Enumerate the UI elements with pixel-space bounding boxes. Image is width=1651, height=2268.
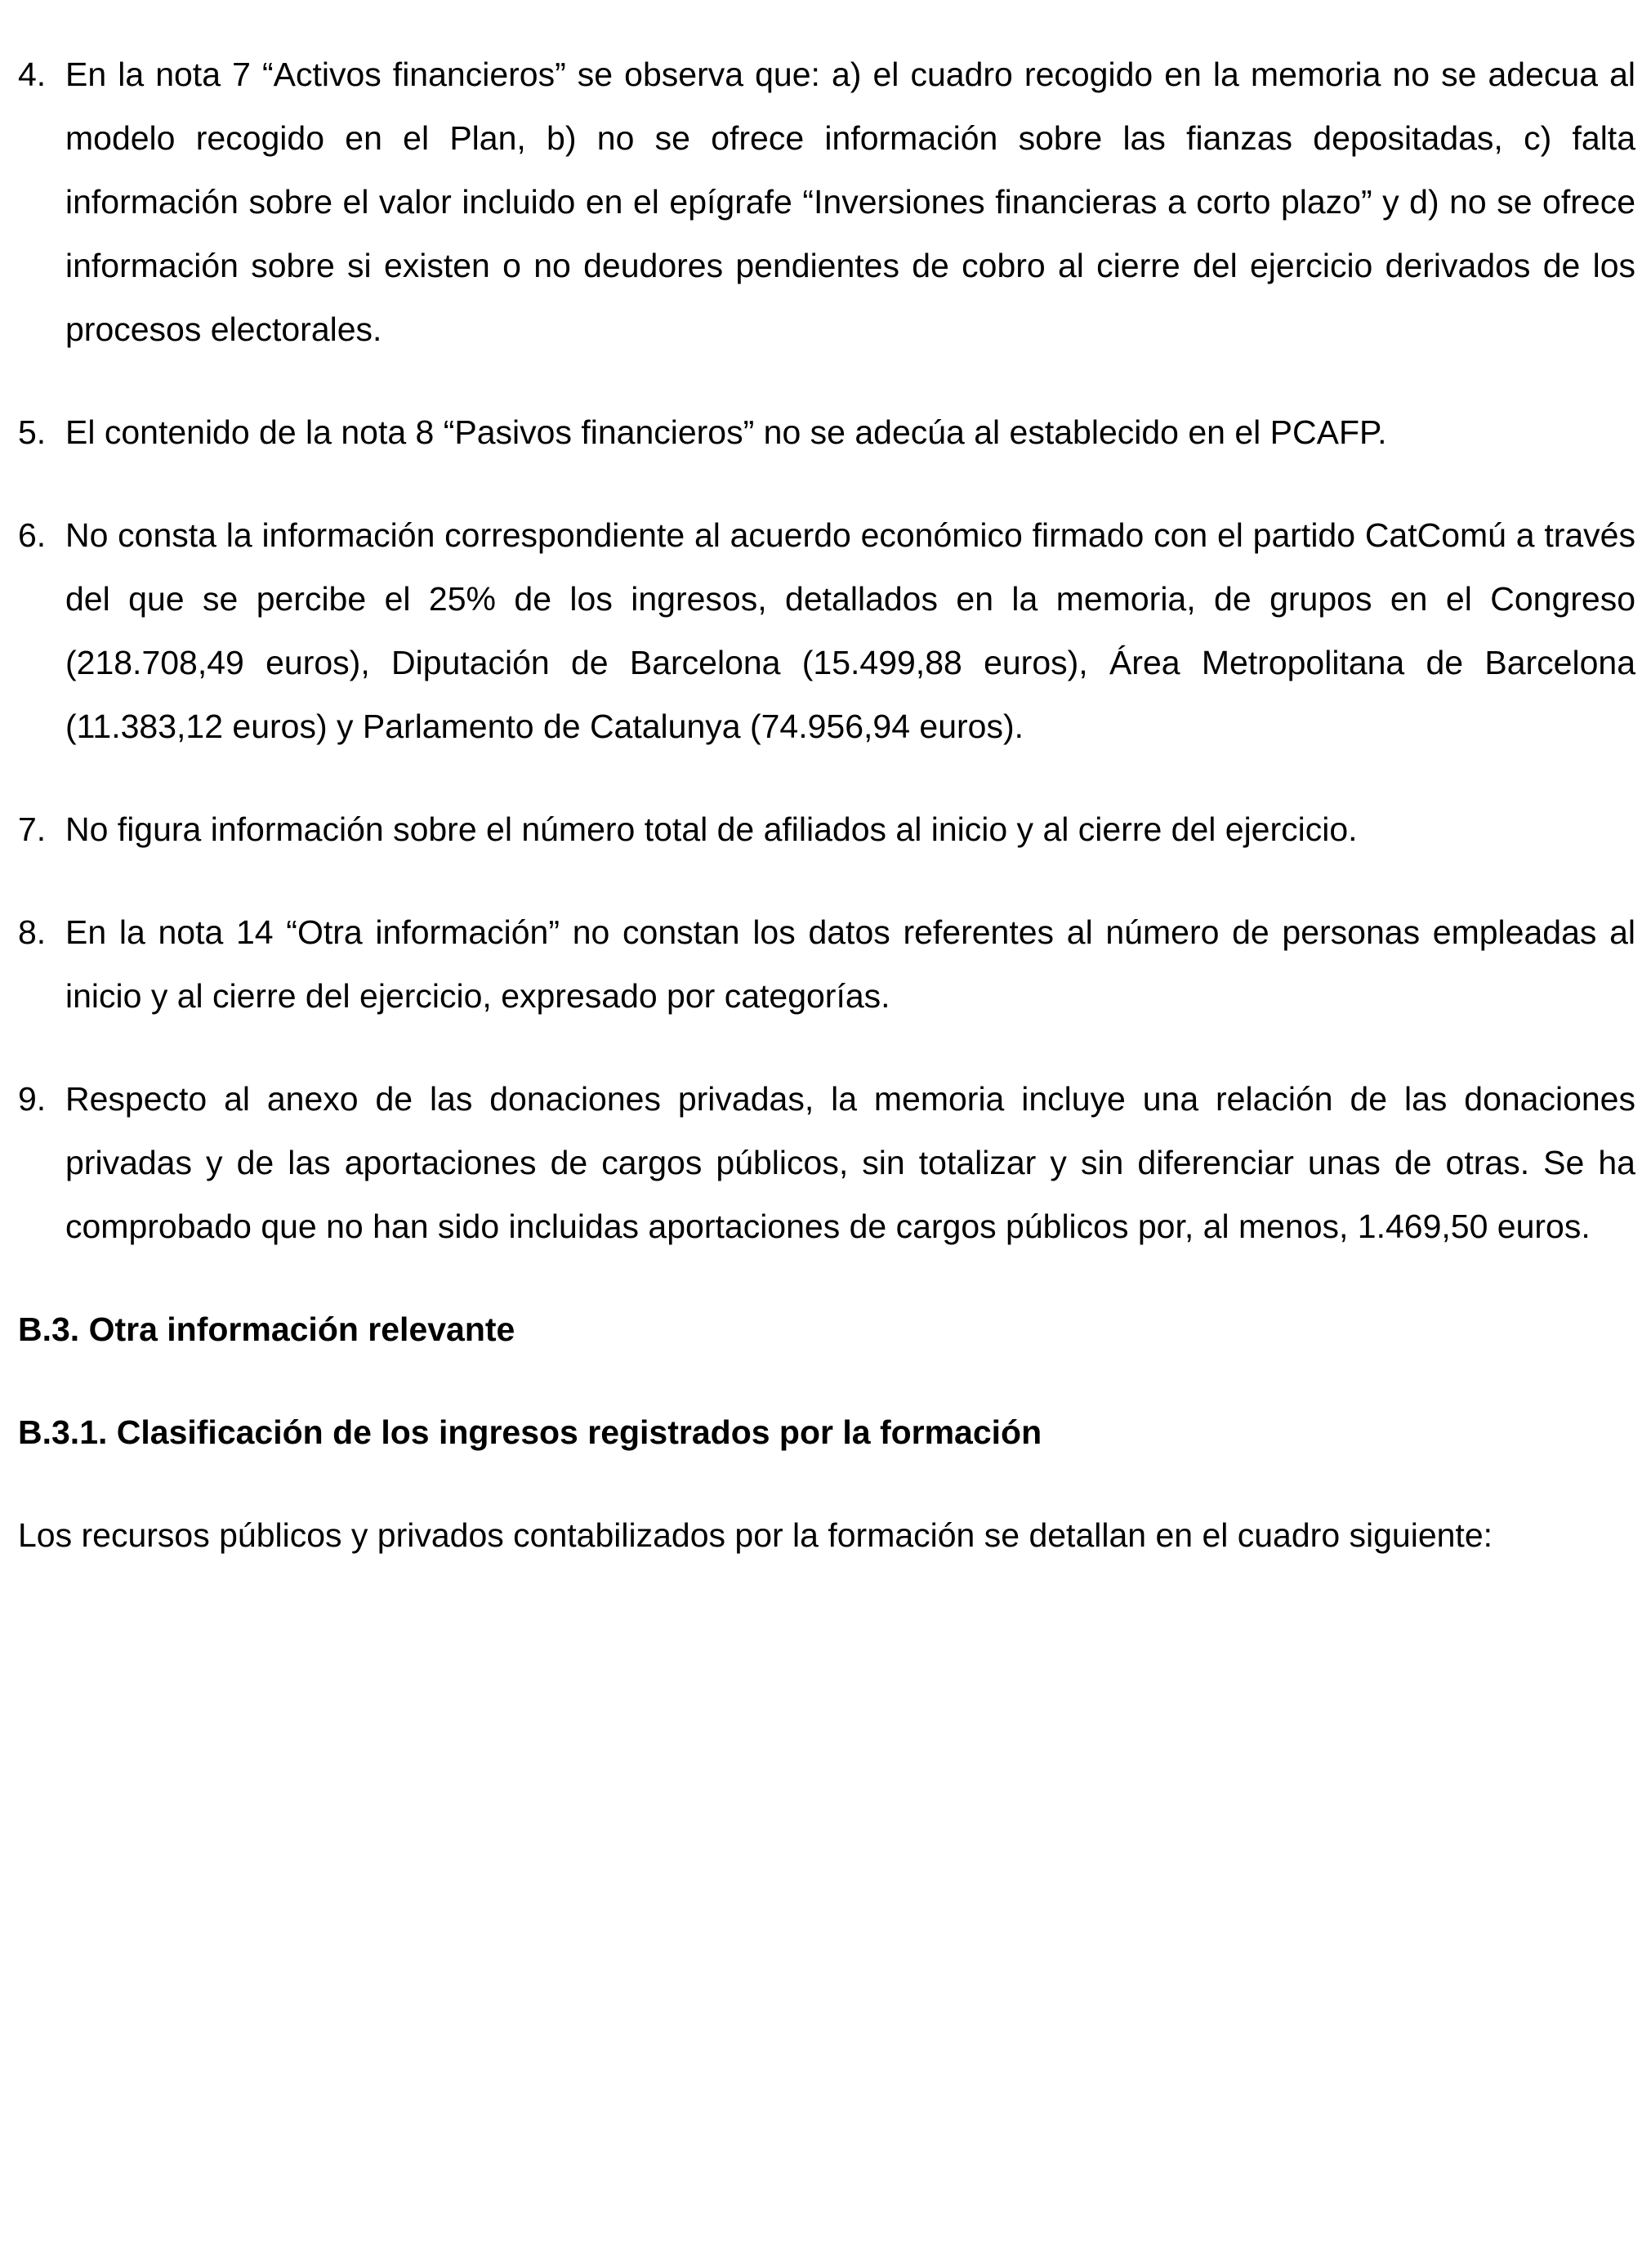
list-item-number: 8. — [18, 913, 47, 951]
list-item-text: No consta la información correspondiente al acuerdo económico firmado con el partido CatComú a través del que se percibe el 25% de los ingresos, detallados en la memoria, de grupos en el Congreso (218.708,49 euros), Diputación de Barcelona (15.499,88 euros), Área Metropolitana de Barcelona (11.383,12 euros) y Parlamento de Catalunya (74.956,94 euros). — [65, 516, 1635, 745]
subsection-heading: B.3.1. Clasificación de los ingresos registrados por la formación — [18, 1413, 1042, 1451]
closing-paragraph: Los recursos públicos y privados contabilizados por la formación se detallan en el cuadro siguiente: — [18, 1516, 1493, 1554]
list-item-number: 5. — [18, 413, 47, 451]
list-item-text: En la nota 14 “Otra información” no constan los datos referentes al número de personas empleadas al inicio y al cierre del ejercicio, expresado por categorías. — [65, 913, 1635, 1015]
list-item-text: En la nota 7 “Activos financieros” se observa que: a) el cuadro recogido en la memoria no se adecua al modelo recogido en el Plan, b) no se ofrece información sobre las fianzas depositadas, c) falta información sobre el valor incluido en el epígrafe “Inversiones financieras a corto plazo” y d) no se ofrece información sobre si existen o no deudores pendientes de cobro al cierre del ejercicio derivados de los procesos electorales. — [65, 56, 1635, 348]
list-item-6 — [18, 503, 1635, 758]
list-item-7 — [18, 797, 1635, 861]
list-item-4 — [18, 42, 1635, 361]
list-item-text: No figura información sobre el número total de afiliados al inicio y al cierre del ejercicio. — [65, 810, 1358, 848]
list-item-text: El contenido de la nota 8 “Pasivos financieros” no se adecúa al establecido en el PCAFP. — [65, 413, 1387, 451]
list-item-9 — [18, 1067, 1635, 1258]
list-item-5 — [18, 400, 1635, 464]
list-item-number: 9. — [18, 1080, 47, 1118]
list-item-8 — [18, 900, 1635, 1028]
document-page — [18, 42, 1635, 1567]
section-heading: B.3. Otra información relevante — [18, 1310, 515, 1348]
list-item-text: Respecto al anexo de las donaciones privadas, la memoria incluye una relación de las donaciones privadas y de las aportaciones de cargos públicos, sin totalizar y sin diferenciar unas de otras. Se ha comprobado que no han sido incluidas aportaciones de cargos públicos por, al menos, 1.469,50 euros. — [65, 1080, 1635, 1245]
list-item-number: 6. — [18, 516, 47, 554]
list-item-number: 4. — [18, 56, 47, 93]
list-item-number: 7. — [18, 810, 47, 848]
